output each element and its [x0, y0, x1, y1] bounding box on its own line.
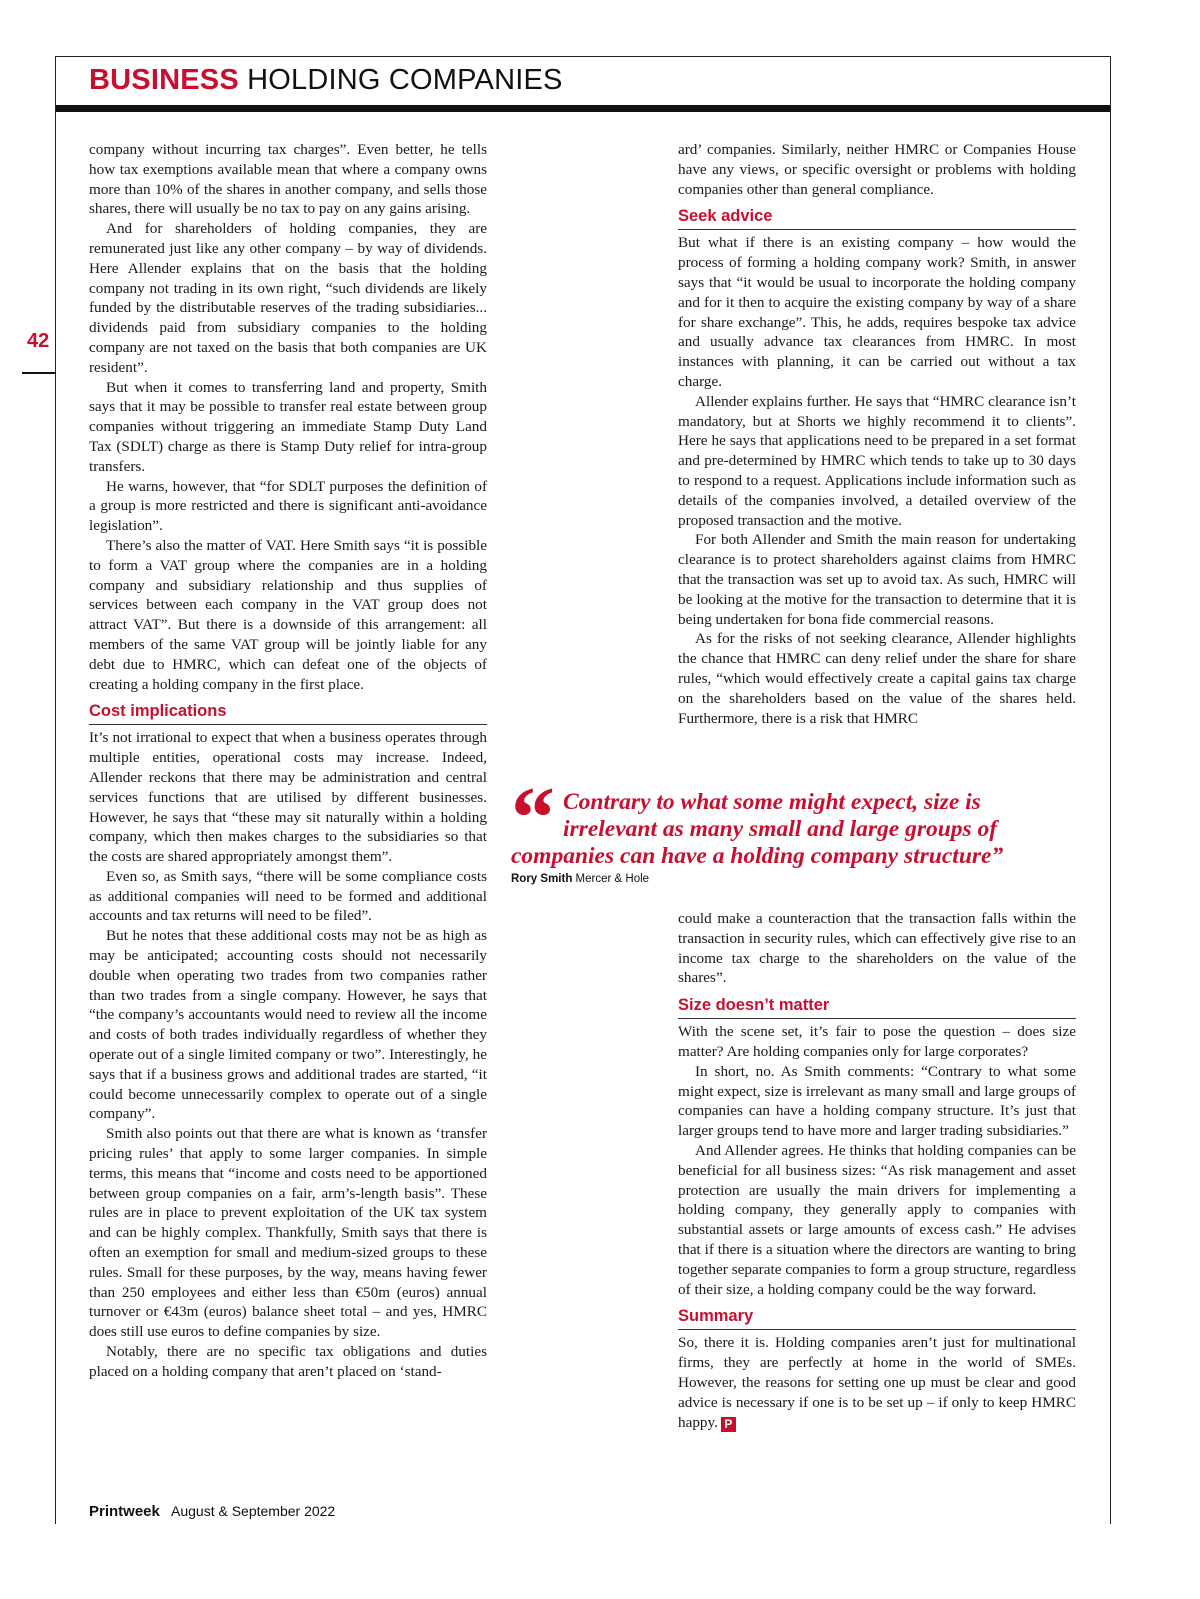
right-column-top: [678, 140, 1076, 728]
paragraph: As for the risks of not seeking clearance, Allender highlights the chance that HMRC can deny relief under the share for share rules, “which would effectively create a capital gains tax charge on the shareholders based on the value of the shares held. Furthermore, there is a risk that HMRC: [678, 630, 1076, 727]
header-rule: [56, 105, 1110, 112]
paragraph: But what if there is an existing company – how would the process of forming a holding company work? Smith, in answer says that “it would be usual to incorporate the holding company and for it then to acquire the existing company by way of a share for share exchange”. This, he adds, requires bespoke tax advice and usually advance tax clearances from HMRC. In most instances with planning, it can be carried out without a tax charge.: [678, 234, 1076, 390]
paragraph: There’s also the matter of VAT. Here Smith says “it is possible to form a VAT group where the companies are in a holding company and subsidiary relationship and thus supplies of services between each company in the VAT group does not attract VAT”. But there is a downside of this arrangement: all members of the same VAT group will be jointly liable for any debt due to HMRC, which can defeat one of the objects of creating a holding company in the first place.: [89, 536, 487, 693]
paragraph: He warns, however, that “for SDLT purposes the definition of a group is more restricted and there is significant anti-avoidance legislation”.: [89, 477, 487, 535]
subheading-cost-implications: Cost implications: [89, 700, 487, 725]
paragraph: Allender explains further. He says that “HMRC clearance isn’t mandatory, but at Shorts we highly recommend it to clients”. Here he says that applications need to be prepared in a set format and pre-determined by HMRC which tends to take up to 30 days to respond to a request. Applications include information such as details of the companies involved, a detailed overview of the proposed transaction and the motive.: [678, 392, 1076, 529]
publication-name: Printweek: [89, 1503, 160, 1520]
final-text: So, there it is. Holding companies aren’t just for multinational firms, they are perfectly at home in the world of SMEs. However, the reasons for setting one up must be clear and good advice is necessary if one is to be set up – if only to keep HMRC happy.: [678, 1334, 1076, 1431]
paragraph: company without incurring tax charges”. Even better, he tells how tax exemptions available mean that where a company owns more than 10% of the shares in another company, and sells those shares, there will usually be no tax to pay on any gains arising.: [89, 141, 487, 218]
subheading-seek-advice: Seek advice: [678, 205, 1076, 230]
page-number-rule: [22, 372, 56, 374]
right-column-bottom: [678, 909, 1076, 1432]
pull-quote-text: Contrary to what some might expect, size is irrelevant as many small and large groups of companies can have a holding company structure”: [511, 789, 1004, 869]
paragraph: With the scene set, it’s fair to pose the question – does size matter? Are holding companies only for large corporates?: [678, 1023, 1076, 1060]
paragraph: But he notes that these additional costs may not be as high as may be anticipated; accounting costs should not necessarily double when operating two trades from two companies rather than two trades from a single company. However, he says that “the company’s accountants would need to review all the income and costs of both trades individually regardless of whether they operate out of a single limited company or two”. Interestingly, he says that if a business grows and additional trades are started, “it could become unnecessarily complex to operate out of a single company”.: [89, 927, 487, 1123]
paragraph: Smith also points out that there are what is known as ‘transfer pricing rules’ that apply to some larger companies. In simple terms, this means that “income and costs need to be apportioned between group companies on a fair, arm’s-length basis”. These rules are in place to prevent exploitation of the UK tax system and can be highly complex. Thankfully, Smith says that there is often an exemption for small and medium-sized groups to these rules. Small for these purposes, by the way, means having fewer than 250 employees and either less than €50m (euros) annual turnover or €43m (euros) balance sheet total – and yes, HMRC does still use euros to define companies by size.: [89, 1125, 487, 1341]
attribution-org: Mercer & Hole: [575, 873, 650, 885]
paragraph: And Allender agrees. He thinks that holding companies can be beneficial for all business sizes: “As risk management and asset protection are usually the main drivers for implementing a holding company, they generally apply to companies with substantial assets or large amounts of excess cash.” He advises that if there is a situation where the directors are wanting to bring together separate companies to form a group structure, regardless of their size, a holding company could be the way forward.: [678, 1141, 1076, 1298]
paragraph-final: [678, 1333, 1076, 1432]
attribution-name: Rory Smith: [511, 873, 573, 885]
paragraph: Notably, there are no specific tax obligations and duties placed on a holding company that aren’t placed on ‘stand-: [89, 1343, 487, 1380]
subheading-size-doesnt-matter: Size doesn’t matter: [678, 994, 1076, 1019]
paragraph: But when it comes to transferring land and property, Smith says that it may be possible to transfer real estate between group companies without triggering an immediate Stamp Duty Land Tax (SDLT) charge as there is Stamp Duty relief for intra-group transfers.: [89, 378, 487, 475]
paragraph: For both Allender and Smith the main reason for undertaking clearance is to protect shareholders against claims from HMRC that the transaction was set up to avoid tax. As such, HMRC will be looking at the motive for the transaction to determine that it is being undertaken for bona fide commercial reasons.: [678, 531, 1076, 628]
pull-quote: [511, 770, 1071, 870]
footer: [89, 1503, 335, 1520]
paragraph: could make a counteraction that the transaction falls within the transaction in security rules, which can effectively give rise to an income tax charge to the shareholders on the value of the shares”.: [678, 910, 1076, 987]
end-mark-icon: P: [721, 1417, 736, 1432]
page-number: 42: [27, 330, 50, 352]
issue-date: August & September 2022: [171, 1503, 336, 1519]
section-label: BUSINESS: [89, 64, 239, 96]
left-column: [89, 140, 487, 1382]
paragraph: Even so, as Smith says, “there will be some compliance costs as additional companies will need to be formed and additional accounts and tax returns will need to be filed”.: [89, 867, 487, 925]
paragraph: ard’ companies. Similarly, neither HMRC or Companies House have any views, or specific oversight or problems with holding companies other than general compliance.: [678, 141, 1076, 198]
quote-mark-icon: “: [511, 770, 555, 867]
subsection-label: HOLDING COMPANIES: [247, 64, 563, 96]
subheading-summary: Summary: [678, 1305, 1076, 1330]
pull-quote-attribution: [511, 873, 649, 885]
section-header: [89, 64, 563, 97]
paragraph: And for shareholders of holding companies, they are remunerated just like any other company – by way of dividends. Here Allender explains that on the basis that the holding company not trading in its own right, “such dividends are likely funded by the distributable reserves of the trading subsidiaries... dividends paid from subsidiary companies to the holding company are not taxed on the basis that both companies are UK resident”.: [89, 220, 487, 376]
paragraph: It’s not irrational to expect that when a business operates through multiple entities, operational costs may increase. Indeed, Allender reckons that there may be administration and central services functions that are utilised by different businesses. However, he says that “these may sit naturally within a holding company, which then makes charges to the subsidiaries so that the costs are shared appropriately amongst them”.: [89, 729, 487, 866]
paragraph: In short, no. As Smith comments: “Contrary to what some might expect, size is irrelevant as many small and large groups of companies can have a holding company structure. It’s just that larger groups tend to have more and larger trading subsidiaries.”: [678, 1062, 1076, 1140]
